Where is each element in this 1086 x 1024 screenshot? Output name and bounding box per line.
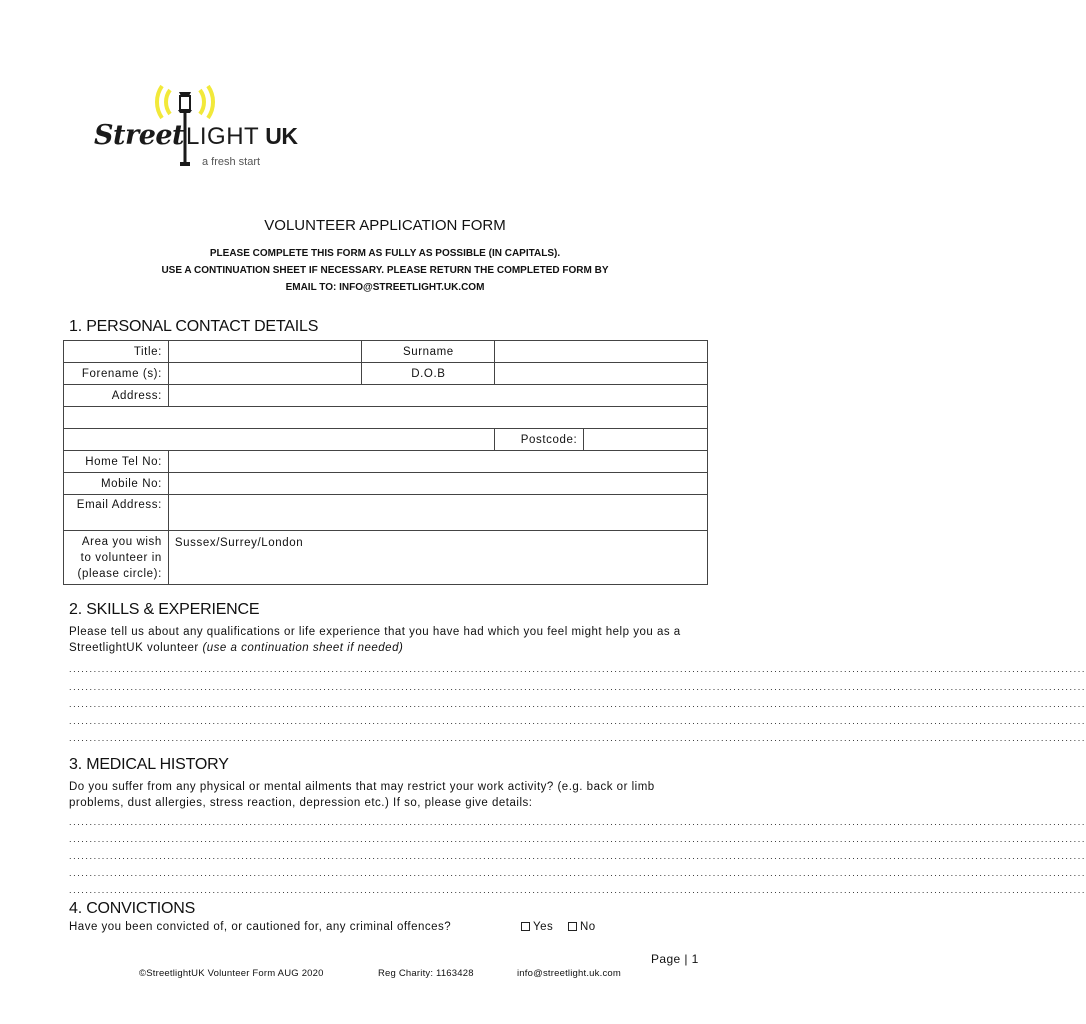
address-field-line-2[interactable]	[64, 407, 708, 429]
title-field[interactable]	[168, 341, 362, 363]
address-label: Address:	[64, 385, 169, 407]
skills-instructions	[69, 624, 709, 656]
address-field-line-1[interactable]	[168, 385, 707, 407]
medical-answer-line-1[interactable]: ........................................................................................................................................................................................................................................................	[69, 817, 1086, 827]
yes-option[interactable]	[521, 921, 553, 933]
skills-answer-line-4[interactable]: ........................................................................................................................................................................................................................................................	[69, 716, 1086, 726]
skills-answer-line-3[interactable]: ........................................................................................................................................................................................................................................................	[69, 699, 1086, 709]
area-label-line-1: Area you wish	[81, 535, 162, 548]
surname-field[interactable]	[495, 341, 708, 363]
streetlight-logo	[90, 86, 298, 176]
medical-answer-line-2[interactable]: ........................................................................................................................................................................................................................................................	[69, 834, 1086, 844]
surname-label: Surname	[362, 341, 495, 363]
yes-checkbox-icon[interactable]	[521, 922, 530, 931]
email-field[interactable]	[168, 495, 707, 531]
medical-question: Do you suffer from any physical or mental ailments that may restrict your work activity? (e.g. back or limb problems, dust allergies, stress reaction, depression etc.) If so, please give details:	[69, 781, 655, 809]
address-field-line-3[interactable]	[64, 429, 495, 451]
convictions-question: Have you been convicted of, or cautioned for, any criminal offences?	[69, 921, 452, 933]
area-label	[64, 531, 169, 585]
area-label-line-3: (please circle):	[77, 567, 162, 580]
instruction-line-3: EMAIL TO: INFO@STREETLIGHT.UK.COM	[285, 282, 485, 293]
personal-details-table	[63, 340, 708, 585]
area-label-line-2: to volunteer in	[80, 551, 162, 564]
no-label: No	[580, 921, 596, 933]
section-heading-personal: 1. PERSONAL CONTACT DETAILS	[69, 318, 319, 335]
mobile-field[interactable]	[168, 473, 707, 495]
yes-label: Yes	[533, 921, 554, 933]
form-title: VOLUNTEER APPLICATION FORM	[264, 217, 506, 234]
skills-text: Please tell us about any qualifications or life experience that you have had which you feel might help you as a StreetlightUK volunteer	[69, 626, 681, 654]
email-label: Email Address:	[64, 495, 169, 531]
section-heading-convictions: 4. CONVICTIONS	[69, 900, 196, 917]
home-tel-field[interactable]	[168, 451, 707, 473]
footer-email: info@streetlight.uk.com	[517, 968, 622, 979]
forename-field[interactable]	[168, 363, 362, 385]
skills-answer-line-5[interactable]: ........................................................................................................................................................................................................................................................	[69, 733, 1086, 743]
home-tel-label: Home Tel No:	[64, 451, 169, 473]
postcode-label: Postcode:	[495, 429, 584, 451]
medical-answer-line-3[interactable]: ........................................................................................................................................................................................................................................................	[69, 851, 1086, 861]
dob-label: D.O.B	[362, 363, 495, 385]
dob-field[interactable]	[495, 363, 708, 385]
footer-charity-number: Reg Charity: 1163428	[378, 968, 474, 979]
mobile-label: Mobile No:	[64, 473, 169, 495]
footer-copyright: ©StreetlightUK Volunteer Form AUG 2020	[139, 968, 324, 979]
medical-answer-line-5[interactable]: ........................................................................................................................................................................................................................................................	[69, 885, 1086, 895]
forename-label: Forename (s):	[64, 363, 169, 385]
no-option[interactable]	[568, 921, 596, 933]
logo-wordmark: StreetLIGHT UK	[94, 120, 298, 151]
postcode-field[interactable]	[584, 429, 708, 451]
section-heading-medical: 3. MEDICAL HISTORY	[69, 756, 229, 773]
skills-answer-line-1[interactable]: ........................................................................................................................................................................................................................................................	[69, 664, 1086, 674]
logo-tagline: a fresh start	[202, 156, 261, 168]
no-checkbox-icon[interactable]	[568, 922, 577, 931]
medical-answer-line-4[interactable]: ........................................................................................................................................................................................................................................................	[69, 868, 1086, 878]
area-options[interactable]: Sussex/Surrey/London	[168, 531, 707, 585]
skills-answer-line-2[interactable]: ........................................................................................................................................................................................................................................................	[69, 682, 1086, 692]
convictions-row	[69, 921, 709, 933]
title-label: Title:	[64, 341, 169, 363]
instruction-line-1: PLEASE COMPLETE THIS FORM AS FULLY AS POSSIBLE (IN CAPITALS).	[209, 248, 561, 259]
instruction-line-2: USE A CONTINUATION SHEET IF NECESSARY. PLEASE RETURN THE COMPLETED FORM BY	[161, 265, 609, 276]
page-number: Page | 1	[651, 952, 699, 966]
skills-text-italic: (use a continuation sheet if needed)	[202, 642, 404, 654]
section-heading-skills: 2. SKILLS & EXPERIENCE	[69, 601, 260, 618]
